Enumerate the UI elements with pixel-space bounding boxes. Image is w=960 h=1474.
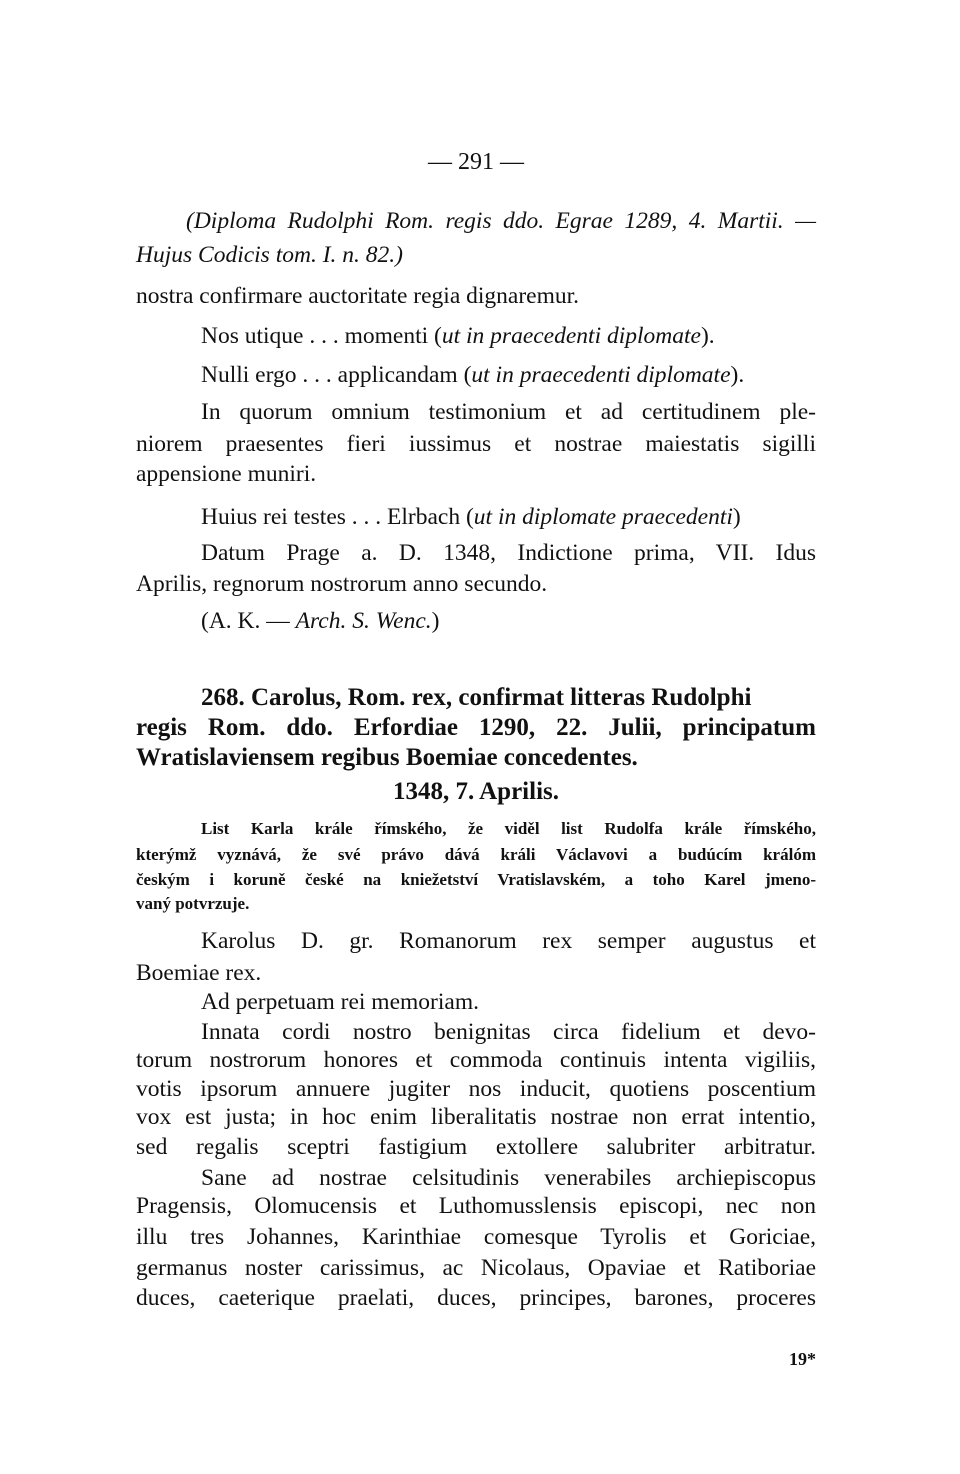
entry-date: 1348, 7. Aprilis.: [393, 778, 559, 805]
charter-line: sed regalis sceptri fastigium extollere salubriter arbitratur.: [136, 1134, 816, 1160]
charter-line: Ad perpetuam rei memoriam.: [201, 989, 479, 1015]
text-line: Nulli ergo . . . applicandam (ut in praecedenti diplomate).: [201, 362, 745, 388]
charter-line: vox est justa; in hoc enim liberalitatis nostrae non errat intentio,: [136, 1104, 816, 1130]
charter-line: Karolus D. gr. Romanorum rex semper augustus et: [201, 928, 816, 954]
witnesses-line: Huius rei testes . . . Elrbach (ut in diplomate praecedenti): [201, 504, 741, 530]
text-line: Nos utique . . . momenti (ut in praecedenti diplomate).: [201, 323, 715, 349]
page-number: — 291 —: [428, 149, 524, 175]
archive-reference: (A. K. — Arch. S. Wenc.): [201, 608, 440, 634]
charter-line: duces, caeterique praelati, duces, principes, barones, proceres: [136, 1285, 816, 1311]
source-note-line-1: (Diploma Rudolphi Rom. regis ddo. Egrae 1289, 4. Martii. —: [186, 208, 816, 234]
charter-line: Pragensis, Olomucensis et Luthomusslensis episcopi, nec non: [136, 1193, 816, 1219]
signature-mark: 19*: [789, 1349, 816, 1369]
dating-line: Datum Prage a. D. 1348, Indictione prima, VII. Idus: [201, 540, 816, 566]
czech-summary-line: vaný potvrzuje.: [136, 894, 250, 913]
text-line: appensione muniri.: [136, 461, 317, 487]
czech-summary-line: List Karla krále římského, že viděl list Rudolfa krále římského,: [201, 819, 816, 838]
charter-line: torum nostrorum honores et commoda continuis intenta vigiliis,: [136, 1047, 816, 1073]
charter-line: Innata cordi nostro benignitas circa fidelium et devo-: [201, 1019, 816, 1045]
entry-heading-line-1: 268. Carolus, Rom. rex, confirmat litteras Rudolphi: [201, 684, 752, 711]
charter-line: illu tres Johannes, Karinthiae comesque Tyrolis et Goriciae,: [136, 1224, 816, 1250]
source-note-line-2: Hujus Codicis tom. I. n. 82.): [136, 242, 403, 268]
text-line: nostra confirmare auctoritate regia dignaremur.: [136, 283, 580, 309]
entry-heading-line-3: Wratislaviensem regibus Boemiae concedentes.: [136, 744, 638, 771]
charter-line: votis ipsorum annuere jugiter nos inducit, quotiens poscentium: [136, 1076, 816, 1102]
czech-summary-line: kterýmž vyznává, že své právo dává králi Václavovi a budúcím králóm: [136, 845, 816, 864]
charter-line: Boemiae rex.: [136, 960, 262, 986]
dating-line: Aprilis, regnorum nostrorum anno secundo.: [136, 571, 548, 597]
text-line: In quorum omnium testimonium et ad certitudinem ple-: [201, 399, 816, 425]
charter-line: germanus noster carissimus, ac Nicolaus, Opaviae et Ratiboriae: [136, 1255, 816, 1281]
text-line: niorem praesentes fieri iussimus et nostrae maiestatis sigilli: [136, 431, 816, 457]
entry-heading-line-2: regis Rom. ddo. Erfordiae 1290, 22. Julii, principatum: [136, 714, 816, 741]
charter-line: Sane ad nostrae celsitudinis venerabiles archiepiscopus: [201, 1165, 816, 1191]
czech-summary-line: českým i koruně české na kniežetství Vratislavském, a toho Karel jmeno-: [136, 870, 816, 889]
